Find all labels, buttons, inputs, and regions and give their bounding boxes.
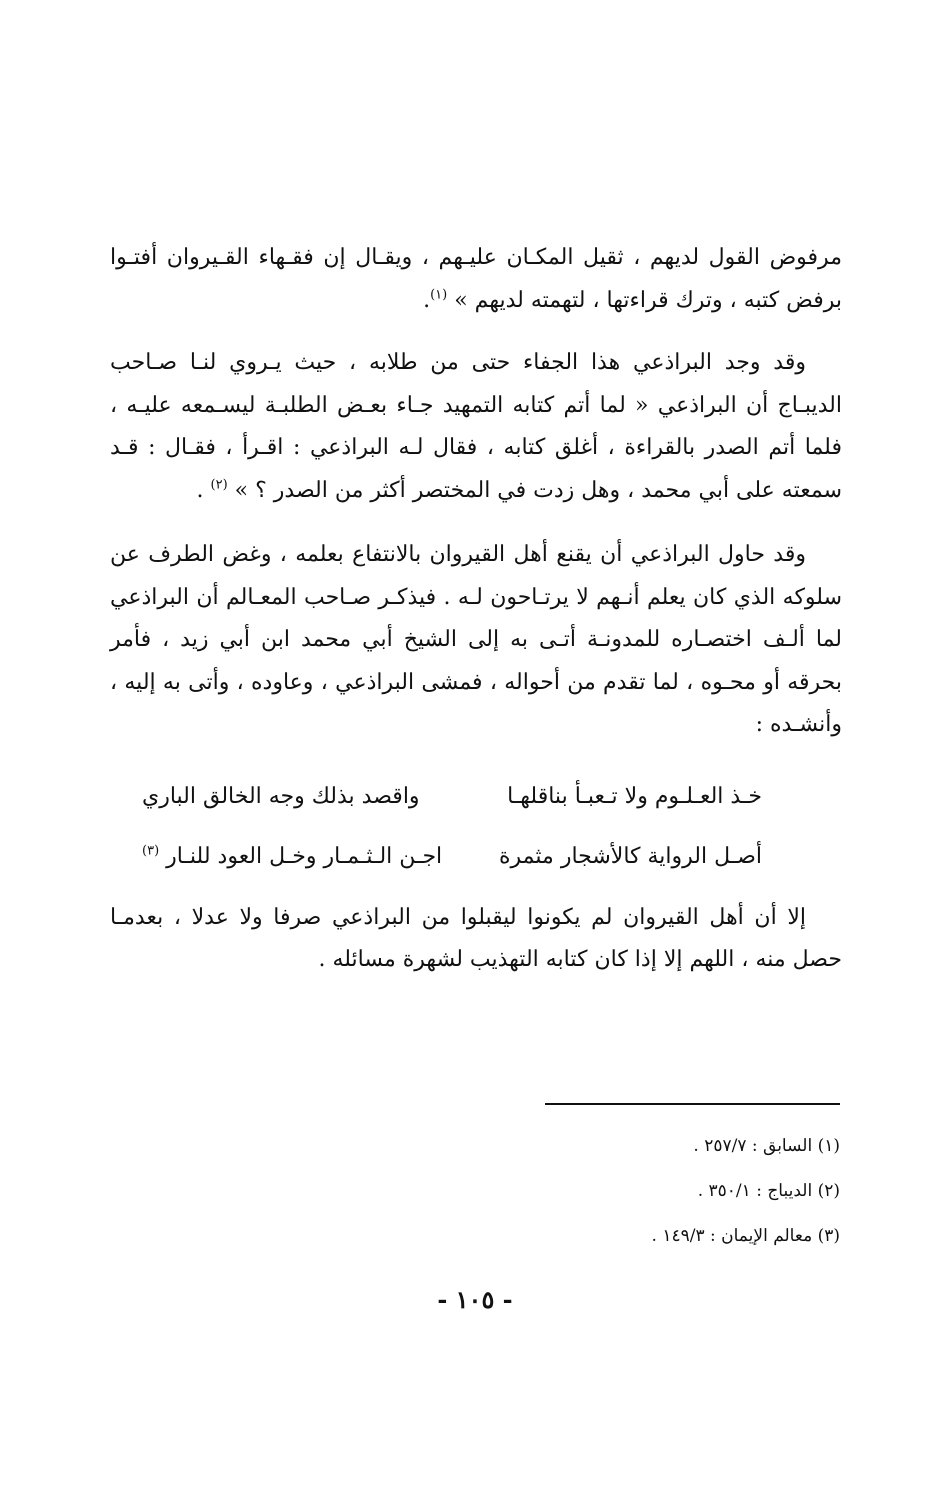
paragraph-2-end: . [196, 477, 204, 503]
footnote-ref-3: (٣) [142, 843, 160, 859]
footnote-ref-2: (٢) [210, 477, 228, 493]
poem-hemistich [142, 827, 442, 887]
footnotes [545, 1124, 840, 1259]
paragraph-4 [110, 897, 842, 982]
footnote-1: (١) السابق : ٢٥٧/٧ . [693, 1136, 840, 1156]
paragraph-2 [110, 342, 842, 512]
poem [110, 767, 842, 887]
poem-hemistich: واقصد بذلك وجه الخالق الباري [142, 783, 420, 809]
footnote-ref-1: (١) [430, 287, 448, 303]
poem-hemistich: أصـل الرواية كالأشجار مثمرة [499, 843, 762, 869]
paragraph-3 [110, 534, 842, 747]
poem-line [142, 767, 762, 827]
footnote-2: (٢) الديباج : ٣٥٠/١ . [697, 1181, 840, 1201]
poem-line [142, 827, 762, 887]
page-number: - ١٠٥ - [437, 1285, 513, 1314]
paragraph-3-text: وقد حاول البراذعي أن يقنع أهل القيروان بالانتفاع بعلمه ، وغض الطرف عن سلوكه الذي كان يعلم أنـهم لا يرتـاحون لـه . فيذكـر صـاحب المعـالم أن البراذعي لما ألـف اختصـاره للمدونـة أتـى به إلى الشيخ أبي محمد ابن أبي زيد ، فأمر بحرقه أو محـوه ، لما تقدم من أحواله ، فمشى البراذعي ، وعاوده ، وأتى به إليه ، وأنشـده : [110, 542, 842, 737]
body-text [110, 237, 842, 1002]
poem-hemistich-text: اجـن الـثـمـار وخـل العود للنـار [166, 843, 443, 869]
paragraph-1-text: مرفوض القول لديهم ، ثقيل المكـان عليـهم ، ويقـال إن فقـهاء القـيروان أفتـوا برفض كتبه ، وترك قراءتها ، لتهمته لديهم » [110, 245, 842, 313]
paragraph-2-text: وقد وجد البراذعي هذا الجفاء حتى من طلابه ، حيث يـروي لنـا صـاحب الديبـاج أن البراذعي « لما أتم كتابه التمهيد جـاء بعـض الطلبـة ليسـمعه عليـه ، فلما أتم الصدر بالقراءة ، أغلق كتابه ، فقال لـه البراذعي : اقـرأ ، فقـال : قـد سمعته على أبي محمد ، وهل زدت في المختصر أكثر من الصدر ؟ » [110, 350, 842, 503]
poem-hemistich: خـذ العـلـوم ولا تـعبـأ بناقلهـا [507, 783, 762, 809]
paragraph-1-end: . [423, 287, 431, 313]
paragraph-4-text: إلا أن أهل القيروان لم يكونوا ليقبلوا من البراذعي صرفا ولا عدلا ، بعدمـا حصل منه ، اللهم إلا إذا كان كتابه التهذيب لشهرة مسائله . [110, 904, 842, 972]
paragraph-1 [110, 237, 842, 322]
footnote-divider [545, 1103, 840, 1105]
footnote-3: (٣) معالم الإيمان : ١٤٩/٣ . [651, 1226, 840, 1246]
